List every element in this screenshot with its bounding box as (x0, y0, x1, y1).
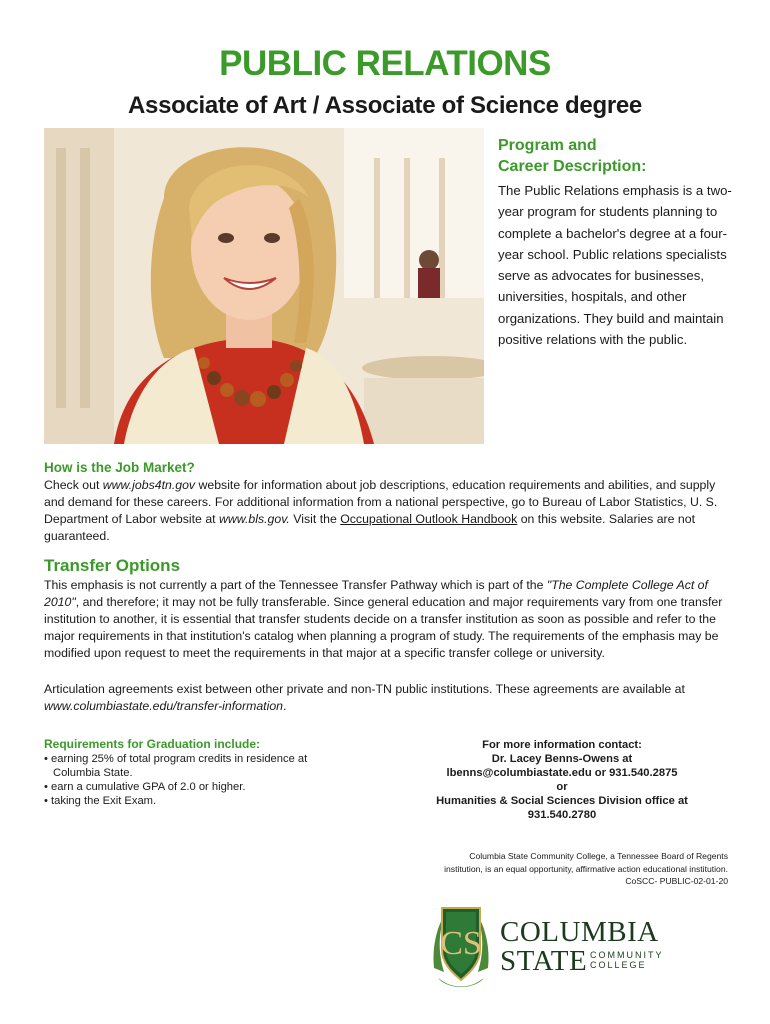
logo-monogram: CS (440, 925, 482, 962)
footer-code: CoSCC- PUBLIC-02-01-20 (625, 876, 728, 886)
list-item: • earning 25% of total program credits in residence at Columbia State. (44, 753, 308, 779)
student-photo-illustration (44, 128, 484, 444)
transfer-text-2: , and therefore; it may not be fully transferable. Since general education and major requirements vary from one transfer institution to another, it is essential that transfer students decide on a transfer institution as soon as possible and refer to the major requirements in that institution's catalog when planning a program of study. The requirements of the emphasis may be modified upon request to meet the requirements in that major at a specific transfer college or university. (44, 595, 723, 660)
footer-line1: Columbia State Community College, a Tennessee Board of Regents (469, 851, 728, 861)
program-heading (498, 135, 738, 177)
bls-link[interactable]: www.bls.gov. (219, 512, 290, 526)
occupational-outlook-link[interactable]: Occupational Outlook Handbook (340, 512, 518, 526)
footer-line2: institution, is an equal opportunity, affirmative action educational institution. (444, 863, 728, 874)
logo-wordmark-state: STATE (500, 945, 588, 977)
contact-line1: For more information contact: (482, 739, 642, 751)
program-heading-line1: Program and (498, 137, 597, 154)
contact-block (410, 738, 714, 822)
footer-disclaimer (380, 850, 728, 888)
transfer-info-link[interactable]: www.columbiastate.edu/transfer-information (44, 699, 283, 713)
logo-sub-college: COLLEGE (590, 960, 647, 970)
page-title: PUBLIC RELATIONS (219, 44, 551, 83)
contact-or: or (556, 781, 568, 793)
complete-college-act: "The Complete College Act of 2010" (44, 578, 708, 609)
contact-email-phone[interactable]: lbenns@columbiastate.edu or 931.540.2875 (446, 767, 678, 779)
list-item: • taking the Exit Exam. (44, 795, 157, 807)
job-market-text-2: website for information about job descriptions, education requirements and abilities, and supply and demand for these careers. For additional information from a national perspective, go to Bureau of Labor Statistics, U. S. Department of Labor website at (44, 478, 718, 526)
job-market-heading: How is the Job Market? (44, 460, 195, 475)
transfer-heading: Transfer Options (44, 556, 181, 575)
program-heading-line2: Career Description: (498, 158, 647, 175)
job-market-text-1: Check out (44, 478, 103, 492)
list-item: • earn a cumulative GPA of 2.0 or higher. (44, 781, 246, 793)
requirements-heading: Requirements for Graduation include: (44, 737, 261, 751)
transfer-text-1: This emphasis is not currently a part of the Tennessee Transfer Pathway which is part of the (44, 578, 547, 592)
transfer-paragraph (44, 577, 728, 662)
job-market-paragraph (44, 477, 728, 545)
job-market-text-3: Visit the (289, 512, 341, 526)
page-subtitle: Associate of Art / Associate of Science degree (128, 92, 642, 119)
contact-division-phone[interactable]: 931.540.2780 (527, 809, 597, 821)
articulation-end: . (283, 699, 287, 713)
jobs4tn-link[interactable]: www.jobs4tn.gov (102, 478, 196, 492)
student-photo (44, 128, 484, 444)
logo-wordmark-sub (590, 950, 664, 970)
job-market-text-4: on this website. Salaries are not guaranteed. (44, 512, 695, 543)
program-description: The Public Relations emphasis is a two-year program for students planning to complete a bachelor's degree at a four- year school. Public relations specialists serve as advocates for businesses, universities, hospitals, and other organizations. They build and maintain positive relations with the public. (498, 183, 732, 348)
logo-wordmark-columbia: COLUMBIA (500, 916, 659, 948)
articulation-paragraph (44, 681, 728, 715)
contact-name: Dr. Lacey Benns-Owens at (491, 753, 633, 765)
logo-sub-community: COMMUNITY (590, 950, 664, 960)
contact-division: Humanities & Social Sciences Division office at (436, 795, 688, 807)
requirements-list (44, 752, 344, 808)
articulation-text: Articulation agreements exist between other private and non-TN public institutions. These agreements are available at (44, 682, 685, 696)
